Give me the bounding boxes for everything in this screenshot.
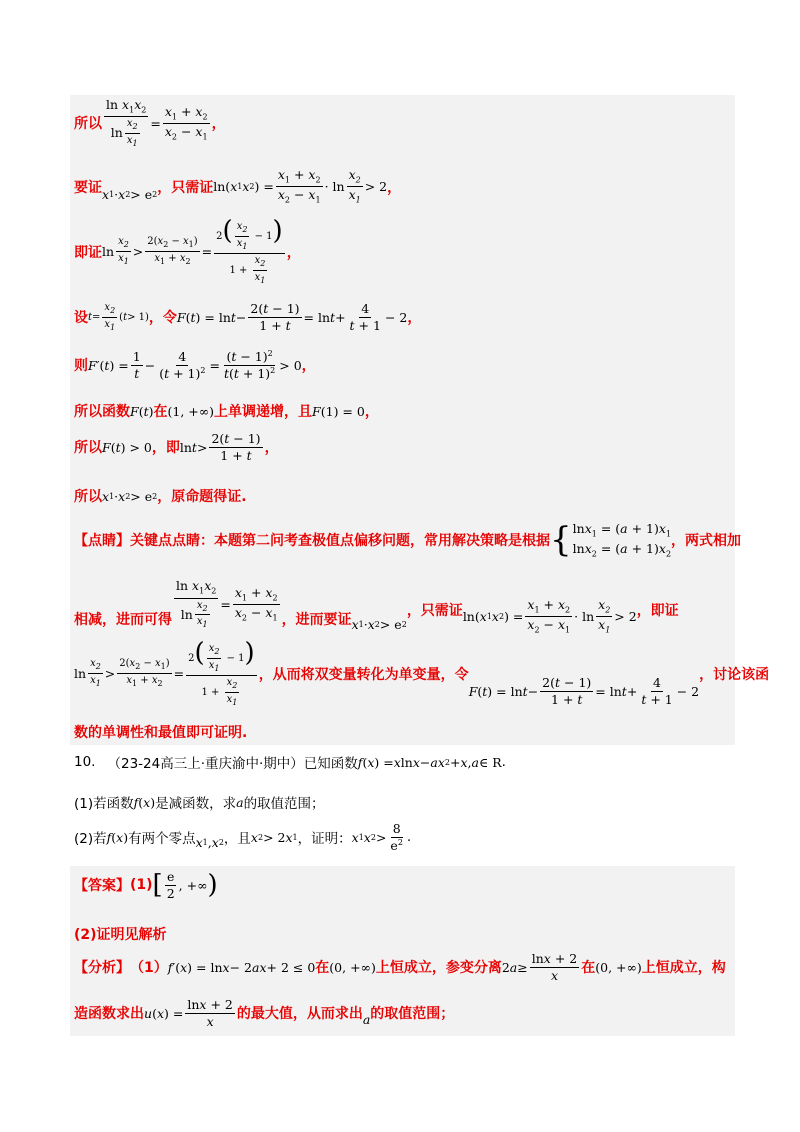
dianjing-line-4: 数的单调性和最值即可证明. — [74, 725, 248, 741]
question-part-2: (2)若 f ( x ) 有两个零点 x 1 , x 2 ，且 x 2 > 2 x 1 ，证明： x 1 x 2 > 8 $e^2$ . — [74, 821, 412, 853]
solution-line-1: 所以 $\ln x_1x_2$ ln $\frac{x_2}{x_1}$ = $x_1 + x_2$ $x_2 - x_1$ ， — [74, 97, 226, 149]
dianjing-line-1: 【点睛】 关键点点睛：本题第二问考查极值点偏移问题，常用解决策略是根据 { $\ln x_1 = (a + 1)x_1$ $\ln x_2 = (a + 1)x_2$ ，两式相加 — [74, 519, 742, 560]
analysis-line-2: 造函数求出 u ( x ) = lnx + 2 x 的最大值，从而求出 a 的取值范围； — [74, 997, 455, 1029]
solution-line-2: 要证 x 1 · x 2 > e 2 ，只需证 ln( x 1 x 2 ) = $x_1 + x_2$ $x_2 - x_1$ · ln $x_2$ $x_1$ > 2 ， — [74, 167, 402, 205]
solution-line-4: 设 t = $x_2$ $x_1$ ( t > 1) ，令 F ( t ) = ln t − 2(t − 1) 1 + t = ln t + 4 t + 1 − 2 ， — [74, 301, 422, 333]
equation-system: { $\ln x_1 = (a + 1)x_1$ $\ln x_2 = (a + 1)x_2$ — [550, 519, 672, 560]
formula: $\ln x_1x_2$ ln $\frac{x_2}{x_1}$ = $x_1 + x_2$ $x_2 - x_1$ — [106, 97, 208, 149]
answer-line-2: (2)证明见解析 — [74, 927, 167, 943]
solution-line-7: 所以 F ( t ) > 0 ，即 ln t > 2(t − 1) 1 + t ， — [74, 431, 279, 463]
solution-line-5: 则 F ′( t ) = 1 t − 4 $(t + 1)^2$ = $(t - 1)^2$ $t(t + 1)^2$ > 0 ， — [74, 349, 316, 382]
answer-line-1: 【答案】 (1) [ e 2 , +∞ ) — [74, 869, 218, 901]
dianjing-line-3: ln $x_2$ $x_1$ > $2(x_2 - x_1)$ $x_1 + x_2$ = 2( $\frac{x_2}{x_1}$ − 1) 1 + $\frac{x_2}{x_1}$ ，从而将双变量转化为单变量，令 F ( t ) = ln t − 2(t − 1) 1 + t = ln t + 4 t + 1 − 2 ，讨论该函 — [74, 638, 770, 708]
analysis-line-1: 【分析】 （1） f ′( x ) = ln x − 2 ax + 2 ≤ 0 在 (0, +∞) 上恒成立，参变分离 2 a ≥ lnx + 2 x 在 (0, +∞) 上恒成立，构 — [74, 951, 726, 983]
question-title: 10. （23-24高三上·重庆渝中·期中）已知函数 f ( x ) = x ln x − ax 2 + x , a ∈ R . — [74, 754, 506, 772]
solution-line-6: 所以函数 F ( t ) 在 (1, +∞) 上单调递增，且 F (1) = 0 ， — [74, 403, 379, 420]
solution-line-3: 即证 ln $x_2$ $x_1$ > $2(x_2 - x_1)$ $x_1 + x_2$ = 2( $\frac{x_2}{x_1}$ − 1) 1 + $\frac{x_2}{x_1}$ ， — [74, 216, 301, 285]
solution-line-8: 所以 x 1 · x 2 > e 2 ，原命题得证. — [74, 488, 247, 505]
question-part-1: (1)若函数 f ( x ) 是减函数，求 a 的取值范围； — [74, 794, 325, 812]
dianjing-line-2: 相减，进而可得 $\ln x_1x_2$ ln $\frac{x_2}{x_1}$ = $x_1 + x_2$ $x_2 - x_1$ ，进而要证 x 1 · x 2 > e 2 ，只需证 ln( x 1 x 2 ) = $x_1 + x_2$ $x_2 - x_1$ · ln $x_2$ $x_1$ > 2 ，即证 — [74, 578, 679, 635]
